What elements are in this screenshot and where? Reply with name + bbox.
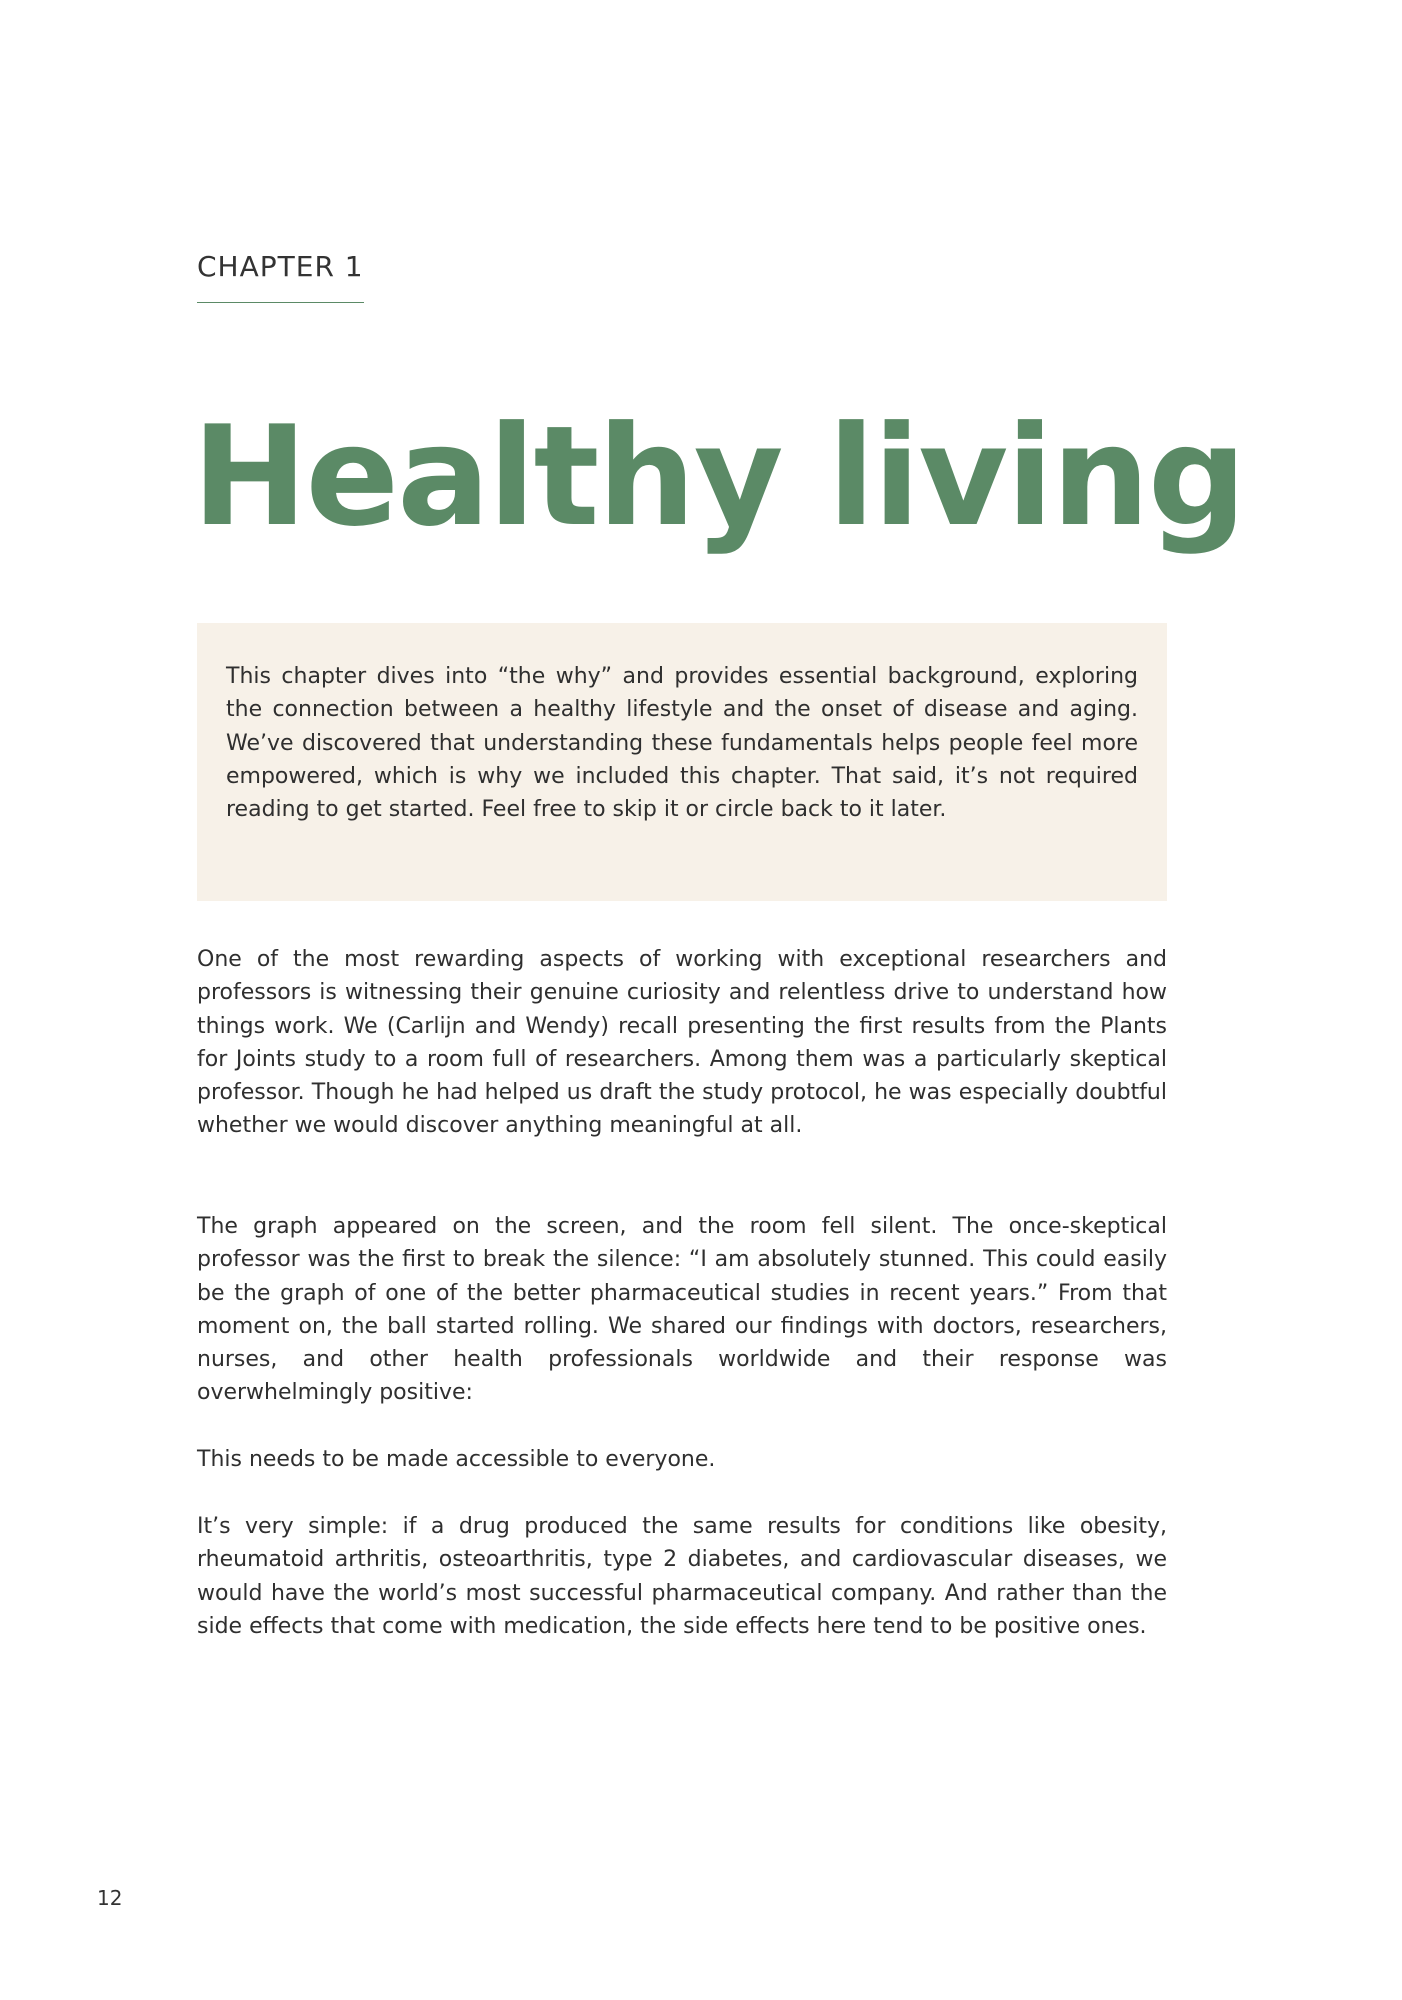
intro-text: This chapter dives into “the why” and provides essential background, exploring the connection between a healthy lifestyle and the onset of disease and aging. We’ve discovered that understanding these fundamentals helps people feel more empowered, which is why we included this chapter. That said, it’s not required reading to get started. Feel free to skip it or circle back to it later.	[226, 664, 1138, 823]
chapter-label: CHAPTER 1	[197, 250, 364, 283]
page-title: Healthy living	[192, 396, 1245, 557]
intro-callout	[197, 623, 1167, 901]
body-paragraph: It’s very simple: if a drug produced the same results for conditions like obesity, rheumatoid arthritis, osteoarthritis, type 2 diabetes, and cardiovascular diseases, we would have the world’s most successful pharmaceutical company. And rather than the side effects that come with medication, the side effects here tend to be positive ones.	[197, 1514, 1167, 1639]
page-number: 12	[97, 1886, 123, 1910]
chapter-divider	[197, 302, 364, 303]
body-paragraph: The graph appeared on the screen, and the room fell silent. The once-skeptical professor was the first to break the silence: “I am absolutely stunned. This could easily be the graph of one of the better pharmaceutical studies in recent years.” From that moment on, the ball started rolling. We shared our findings with doctors, researchers, nurses, and other health professionals worldwide and their response was overwhelmingly positive:	[197, 1214, 1167, 1406]
body-paragraph: This needs to be made accessible to everyone.	[197, 1447, 716, 1472]
body-paragraph: One of the most rewarding aspects of working with exceptional researchers and professors is witnessing their genuine curiosity and relentless drive to understand how things work. We (Carlijn and Wendy) recall presenting the first results from the Plants for Joints study to a room full of researchers. Among them was a particularly skeptical professor. Though he had helped us draft the study protocol, he was especially doubtful whether we would discover anything meaningful at all.	[197, 947, 1167, 1139]
